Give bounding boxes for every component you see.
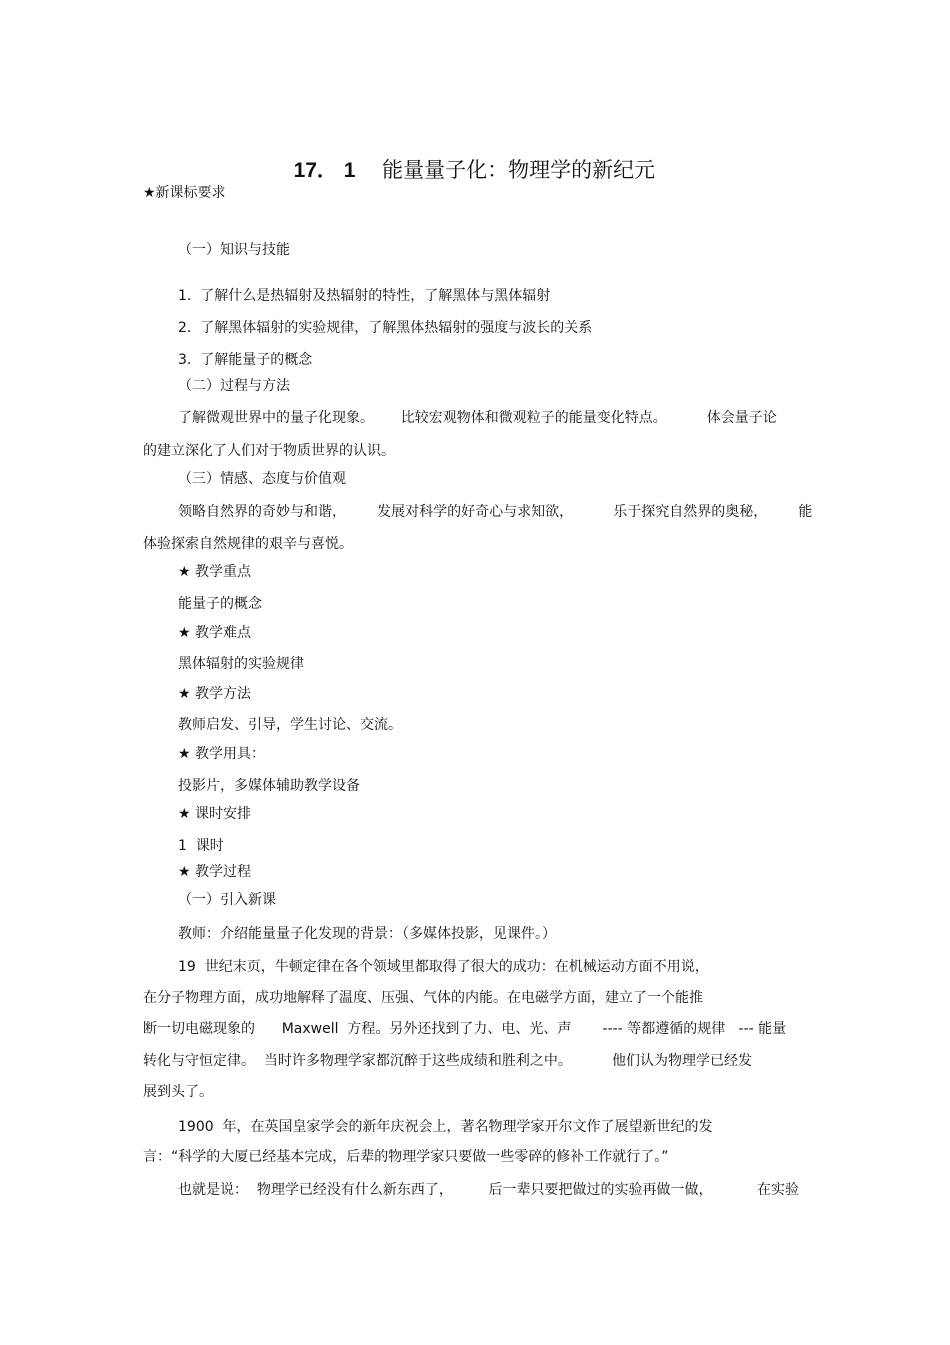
schedule-heading: ★ 课时安排 bbox=[178, 806, 252, 822]
process-methods-heading: （二）过程与方法 bbox=[178, 378, 290, 394]
paragraph-line: 转化与守恒定律。 当时许多物理学家都沉醉于这些成绩和胜利之中。 他们认为物理学已经发 bbox=[143, 1053, 752, 1069]
knowledge-item: 2. 了解黑体辐射的实验规律，了解黑体热辐射的强度与波长的关系 bbox=[178, 320, 593, 336]
emotion-heading: （三）情感、态度与价值观 bbox=[178, 471, 346, 487]
knowledge-item: 1. 了解什么是热辐射及热辐射的特性，了解黑体与黑体辐射 bbox=[178, 288, 551, 304]
teaching-process-heading: ★ 教学过程 bbox=[178, 864, 252, 880]
paragraph-line: 言：“科学的大厦已经基本完成，后辈的物理学家只要做一些零碎的修补工作就行了。” bbox=[143, 1149, 669, 1165]
paragraph-line: 在分子物理方面，成功地解释了温度、压强、气体的内能。在电磁学方面，建立了一个能推 bbox=[143, 990, 703, 1006]
schedule-text: 1 课时 bbox=[178, 838, 224, 854]
process-methods-line: 了解微观世界中的量子化现象。 比较宏观物体和微观粒子的能量变化特点。 体会量子论 bbox=[178, 410, 777, 426]
process-methods-line: 的建立深化了人们对于物质世界的认识。 bbox=[143, 443, 395, 459]
title-text: 能量量子化：物理学的新纪元 bbox=[382, 158, 656, 182]
method-text: 教师启发、引导，学生讨论、交流。 bbox=[178, 717, 402, 733]
teacher-line: 教师：介绍能量量子化发现的背景：（多媒体投影，见课件。） bbox=[178, 926, 556, 942]
paragraph-line: 19 世纪末页，牛顿定律在各个领域里都取得了很大的成功：在机械运动方面不用说， bbox=[178, 959, 709, 975]
knowledge-item: 3. 了解能量子的概念 bbox=[178, 352, 313, 368]
difficulty-text: 黑体辐射的实验规律 bbox=[178, 656, 304, 672]
paragraph-line: 展到头了。 bbox=[143, 1084, 213, 1100]
intro-heading: （一）引入新课 bbox=[178, 892, 276, 908]
paragraph-line: 也就是说： 物理学已经没有什么新东西了， 后一辈只要把做过的实验再做一做， 在实验 bbox=[178, 1182, 800, 1198]
tools-heading: ★ 教学用具： bbox=[178, 746, 266, 762]
title-number: 17． 1 bbox=[293, 159, 356, 182]
method-heading: ★ 教学方法 bbox=[178, 686, 252, 702]
knowledge-heading: （一）知识与技能 bbox=[178, 242, 290, 258]
key-point-heading: ★ 教学重点 bbox=[178, 564, 252, 580]
tools-text: 投影片，多媒体辅助教学设备 bbox=[178, 778, 360, 794]
emotion-line: 体验探索自然规律的艰辛与喜悦。 bbox=[143, 536, 353, 552]
paragraph-line: 1900 年，在英国皇家学会的新年庆祝会上，著名物理学家开尔文作了展望新世纪的发 bbox=[178, 1119, 713, 1135]
emotion-line: 领略自然界的奇妙与和谐， 发展对科学的好奇心与求知欲， 乐于探究自然界的奥秘， 能 bbox=[178, 504, 813, 520]
paragraph-line: 断一切电磁现象的 Maxwell 方程。另外还找到了力、电、光、声 ---- 等都遵循的规律 --- 能量 bbox=[143, 1021, 787, 1037]
difficulty-heading: ★ 教学难点 bbox=[178, 625, 252, 641]
key-point-text: 能量子的概念 bbox=[178, 596, 262, 612]
requirements-heading: ★新课标要求 bbox=[143, 185, 226, 201]
page-title bbox=[0, 128, 922, 213]
